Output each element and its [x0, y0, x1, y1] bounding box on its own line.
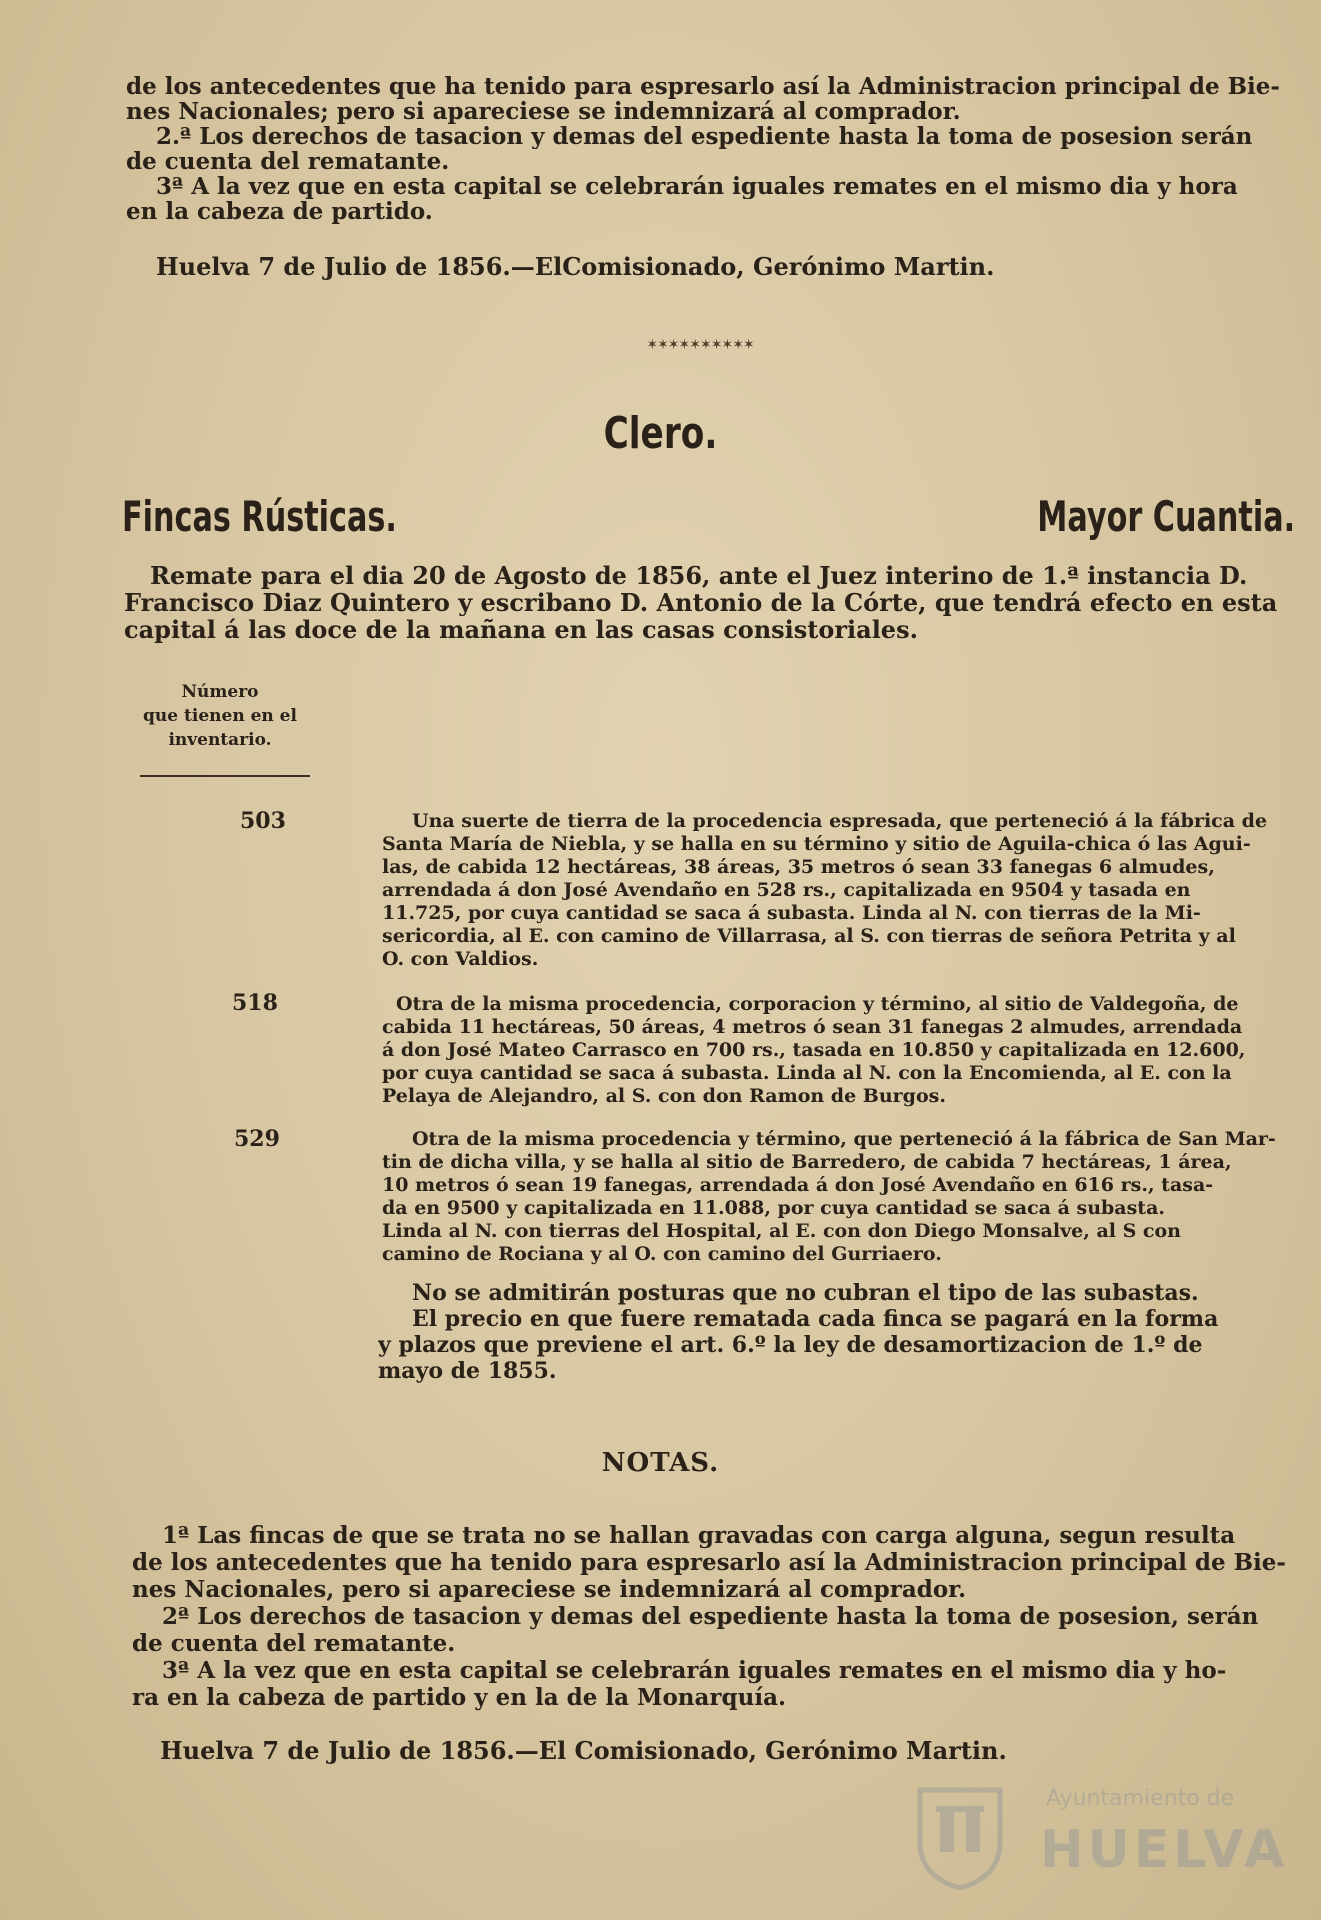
intro-line: Remate para el dia 20 de Agosto de 1856, ante el Juez interino de 1.ª instancia D. — [150, 562, 1248, 589]
column-header-line: que tienen en el — [143, 706, 297, 726]
top-line: 2.ª Los derechos de tasacion y demas del espediente hasta la toma de posesion serán — [156, 124, 1253, 149]
entry-line: á don José Mateo Carrasco en 700 rs., tasada en 10.850 y capitalizada en 12.600, — [382, 1039, 1246, 1061]
top-signature: Huelva 7 de Julio de 1856.—ElComisionado, Gerónimo Martin. — [156, 252, 995, 281]
entry-line: 11.725, por cuya cantidad se saca á subasta. Linda al N. con tierras de la Mi- — [382, 902, 1201, 924]
nota-line: de cuenta del rematante. — [132, 1630, 456, 1657]
top-line: 3ª A la vez que en esta capital se celebrarán iguales remates en el mismo dia y hora — [156, 174, 1238, 199]
coat-of-arms-icon — [910, 1782, 1010, 1892]
nota-line: de los antecedentes que ha tenido para espresarlo así la Administracion principal de Bie- — [132, 1549, 1286, 1576]
entry-line: Pelaya de Alejandro, al S. con don Ramon de Burgos. — [382, 1085, 946, 1107]
nota-line: 2ª Los derechos de tasacion y demas del espediente hasta la toma de posesion, serán — [162, 1603, 1259, 1630]
top-line: de cuenta del rematante. — [126, 149, 450, 174]
closing-line: mayo de 1855. — [378, 1358, 557, 1384]
entry-518 — [382, 993, 1297, 1108]
intro-line: capital á las doce de la mañana en las casas consistoriales. — [124, 616, 918, 643]
subtitle-right: Mayor Cuantia. — [1037, 492, 1295, 541]
entry-line: Linda al N. con tierras del Hospital, al E. con don Diego Monsalve, al S con — [382, 1220, 1181, 1242]
entry-line: O. con Valdios. — [382, 948, 539, 970]
entry-line: camino de Rociana y al O. con camino del Gurriaero. — [382, 1243, 942, 1265]
watermark-big-text: HUELVA — [1040, 1820, 1289, 1880]
entry-line: tin de dicha villa, y se halla al sitio de Barredero, de cabida 7 hectáreas, 1 área, — [382, 1151, 1232, 1173]
section-title: Clero. — [603, 408, 718, 459]
entry-line: Otra de la misma procedencia y término, que perteneció á la fábrica de San Mar- — [412, 1128, 1276, 1150]
subtitle-left: Fincas Rústicas. — [122, 492, 397, 541]
nota-line: ra en la cabeza de partido y en la de la Monarquía. — [132, 1684, 786, 1711]
nota-line: 3ª A la vez que en esta capital se celebrarán iguales remates en el mismo dia y ho- — [162, 1657, 1227, 1684]
entry-line: 10 metros ó sean 19 fanegas, arrendada á don José Avendaño en 616 rs., tasa- — [382, 1174, 1214, 1196]
watermark — [910, 1782, 1300, 1892]
closing-paragraph — [378, 1280, 1298, 1384]
entry-line: Santa María de Niebla, y se halla en su término y sitio de Aguila-chica ó las Agui- — [382, 833, 1251, 855]
top-line: nes Nacionales; pero si apareciese se indemnizará al comprador. — [126, 99, 961, 124]
entry-line: da en 9500 y capitalizada en 11.088, por cuya cantidad se saca á subasta. — [382, 1197, 1166, 1219]
closing-line: El precio en que fuere rematada cada finca se pagará en la forma — [412, 1306, 1219, 1332]
watermark-small-text: Ayuntamiento de — [1046, 1786, 1235, 1811]
nota-line: 1ª Las fincas de que se trata no se hallan gravadas con carga alguna, segun resulta — [162, 1522, 1236, 1549]
inventory-number: 529 — [234, 1126, 280, 1152]
entry-line: sericordia, al E. con camino de Villarrasa, al S. con tierras de señora Petrita y al — [382, 925, 1236, 947]
notas-title: NOTAS. — [601, 1448, 720, 1478]
entry-line: las, de cabida 12 hectáreas, 38 áreas, 35 metros ó sean 33 fanegas 6 almudes, — [382, 856, 1215, 878]
top-line: de los antecedentes que ha tenido para espresarlo así la Administracion principal de Bie- — [126, 74, 1280, 99]
entry-503 — [382, 810, 1297, 971]
entry-line: por cuya cantidad se saca á subasta. Linda al N. con la Encomienda, al E. con la — [382, 1062, 1232, 1084]
inventory-column-header — [120, 680, 320, 752]
ornament-divider: ✶✶✶✶✶✶✶✶✶✶ — [646, 337, 754, 353]
column-rule — [140, 775, 310, 777]
top-line: en la cabeza de partido. — [126, 199, 433, 224]
entry-line: Otra de la misma procedencia, corporacion y término, al sitio de Valdegoña, de — [396, 993, 1239, 1015]
inventory-number: 518 — [232, 990, 278, 1016]
column-header-line: Número — [181, 682, 259, 702]
column-header-line: inventario. — [168, 730, 272, 750]
notas-paragraph — [132, 1522, 1298, 1711]
inventory-number: 503 — [240, 808, 286, 834]
closing-line: No se admitirán posturas que no cubran el tipo de las subastas. — [412, 1280, 1199, 1306]
closing-line: y plazos que previene el art. 6.º la ley de desamortizacion de 1.º de — [378, 1332, 1203, 1358]
entry-line: arrendada á don José Avendaño en 528 rs., capitalizada en 9504 y tasada en — [382, 879, 1191, 901]
bottom-signature: Huelva 7 de Julio de 1856.—El Comisionado, Gerónimo Martin. — [160, 1736, 1007, 1765]
nota-line: nes Nacionales, pero si apareciese se indemnizará al comprador. — [132, 1576, 967, 1603]
top-notes — [126, 74, 1298, 224]
entry-line: Una suerte de tierra de la procedencia espresada, que perteneció á la fábrica de — [412, 810, 1268, 832]
intro-paragraph — [124, 562, 1298, 643]
intro-line: Francisco Diaz Quintero y escribano D. Antonio de la Córte, que tendrá efecto en esta — [124, 589, 1278, 616]
entry-529 — [382, 1128, 1297, 1266]
entry-line: cabida 11 hectáreas, 50 áreas, 4 metros ó sean 31 fanegas 2 almudes, arrendada — [382, 1016, 1243, 1038]
